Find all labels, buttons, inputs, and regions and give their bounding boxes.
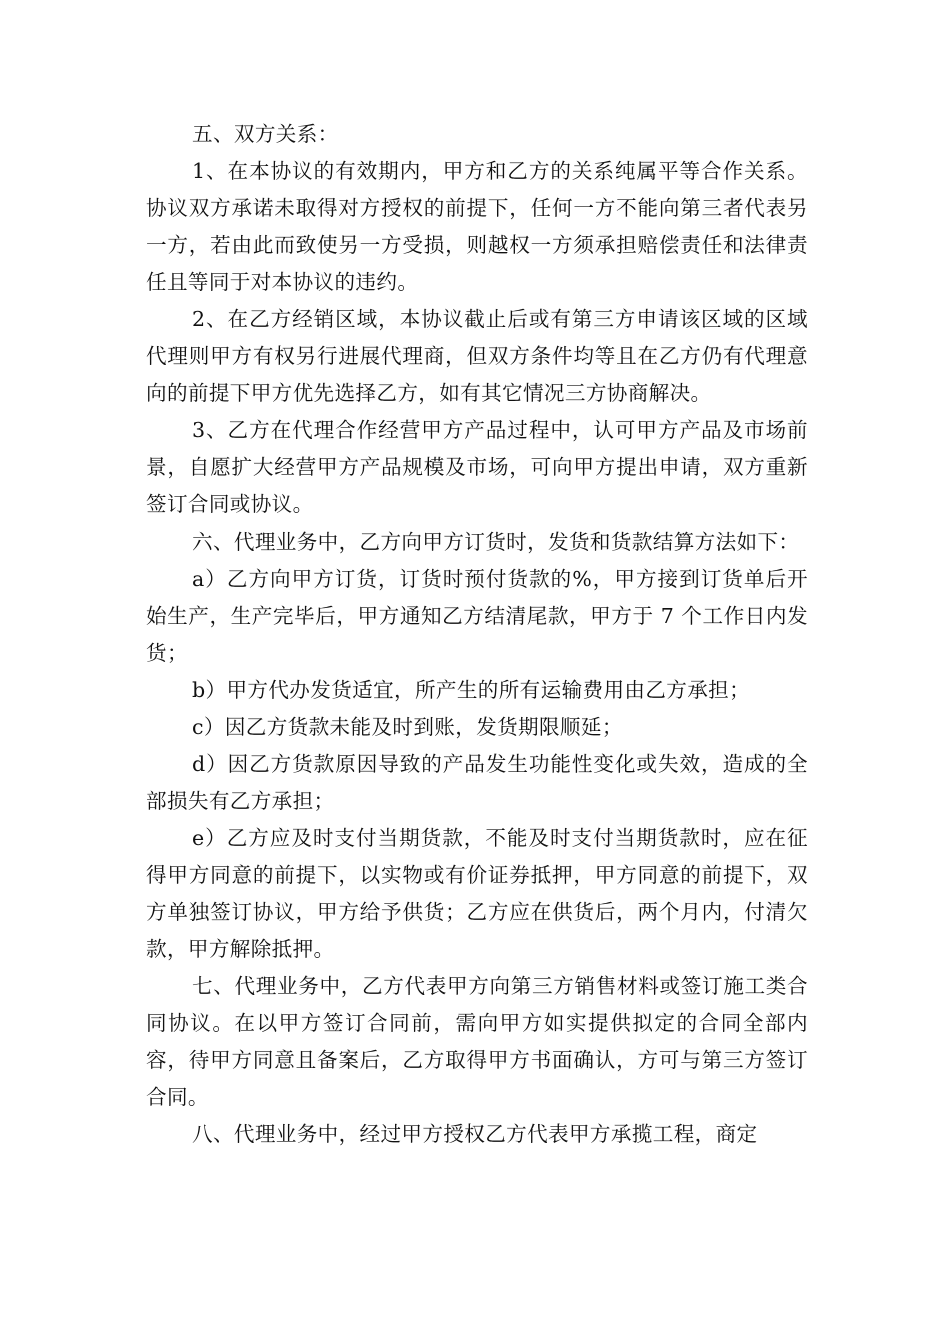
clause-6-c: c）因乙方货款未能及时到账，发货期限顺延； (192, 714, 623, 739)
section-8: 八、代理业务中，经过甲方授权乙方代表甲方承揽工程，商定 (192, 1122, 758, 1147)
clause-5-2: 2、在乙方经销区域，本协议截止后或有第三方申请该区域的区域代理则甲方有权另行进展代理商，但双方条件均等且在乙方仍有代理意向的前提下甲方优先选择乙方，如有其它情况三方协商解决。 (146, 307, 808, 406)
clause-6-b: b）甲方代办发货适宜，所产生的所有运输费用由乙方承担； (192, 677, 751, 702)
section-heading-6: 六、代理业务中，乙方向甲方订货时，发货和货款结算方法如下： (192, 529, 800, 554)
section-heading-5: 五、双方关系： (192, 122, 339, 146)
section-7: 七、代理业务中，乙方代表甲方向第三方销售材料或签订施工类合同协议。在以甲方签订合同前，需向甲方如实提供拟定的合同全部内容，待甲方同意且备案后，乙方取得甲方书面确认，方可与第三方签订合同。 (146, 974, 808, 1110)
clause-6-d: d）因乙方货款原因导致的产品发生功能性变化或失效，造成的全部损失有乙方承担； (146, 751, 808, 813)
clause-6-a: a）乙方向甲方订货，订货时预付货款的%，甲方接到订货单后开始生产，生产完毕后，甲方通知乙方结清尾款，甲方于 7 个工作日内发货； (146, 566, 808, 665)
clause-5-3: 3、乙方在代理合作经营甲方产品过程中，认可甲方产品及市场前景，自愿扩大经营甲方产品规模及市场，可向甲方提出申请，双方重新签订合同或协议。 (146, 418, 808, 517)
document-body (146, 116, 808, 1153)
clause-6-e: e）乙方应及时支付当期货款，不能及时支付当期货款时，应在征得甲方同意的前提下，以实物或有价证券抵押，甲方同意的前提下，双方单独签订协议，甲方给予供货；乙方应在供货后，两个月内，付清欠款，甲方解除抵押。 (146, 825, 808, 962)
clause-5-1: 1、在本协议的有效期内，甲方和乙方的关系纯属平等合作关系。协议双方承诺未取得对方授权的前提下，任何一方不能向第三者代表另一方，若由此而致使另一方受损，则越权一方须承担赔偿责任和法律责任且等同于对本协议的违约。 (146, 159, 808, 295)
